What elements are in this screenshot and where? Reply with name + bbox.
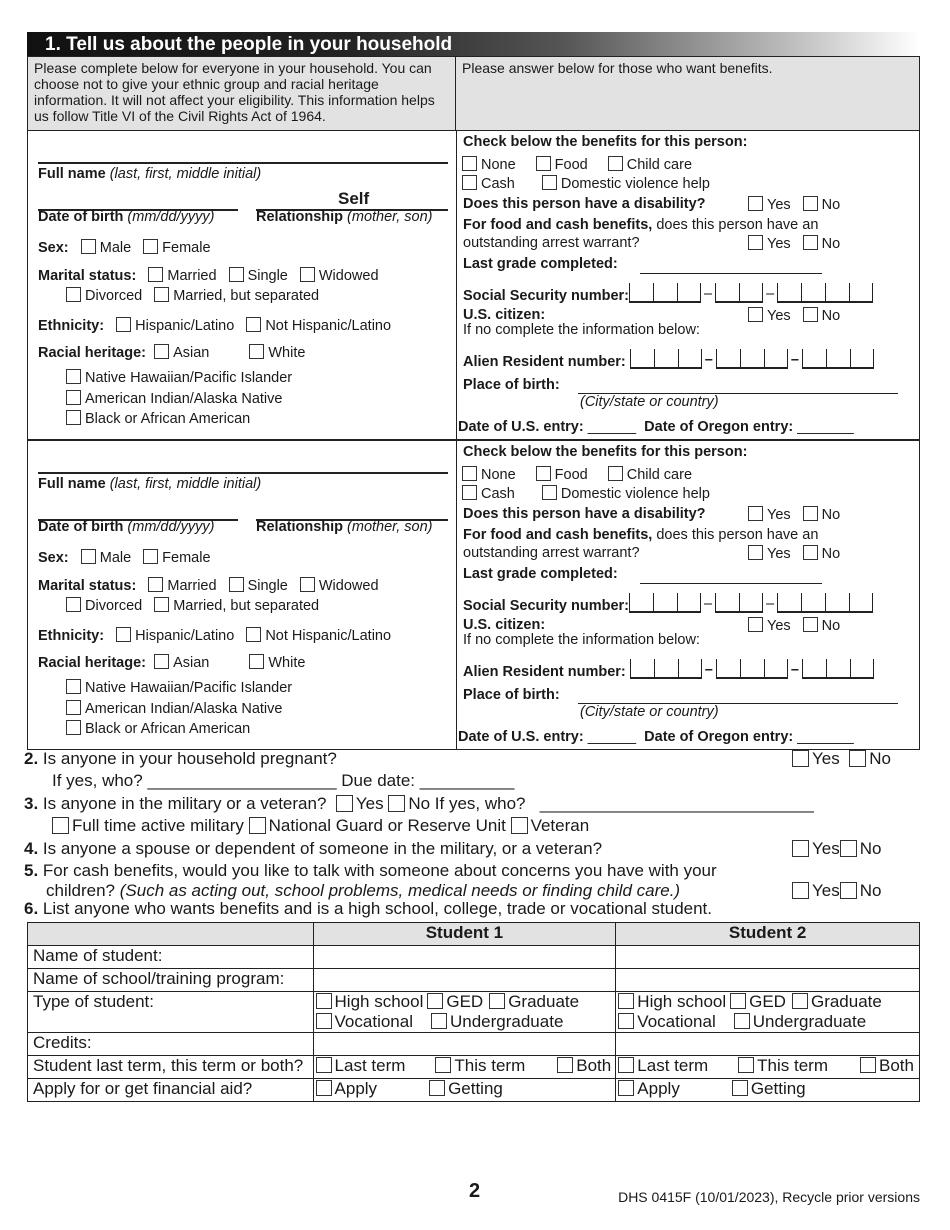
- q3-text: Is anyone in the military or a veteran?: [42, 794, 327, 813]
- us-entry-label: Date of U.S. entry:: [458, 419, 584, 435]
- row-label-school: Name of school/training program:: [28, 969, 314, 992]
- disability-yes-label: Yes: [767, 197, 791, 213]
- student-2-term-cell: [616, 1056, 920, 1079]
- intro-left: Please complete below for everyone in your household. You can choose not to give your ethnic group and racial heritage information. It will not affect your eligibility. This information helps us follow Title VI of the Civil Rights Act of 1964.: [27, 56, 456, 131]
- white-label: White: [268, 345, 306, 361]
- married-checkbox[interactable]: [148, 577, 163, 592]
- warrant-yes-checkbox[interactable]: [748, 545, 763, 560]
- asian-label: Asian: [173, 345, 210, 361]
- child-care-label: Child care: [626, 157, 693, 173]
- s1-both-label: Both: [576, 1056, 612, 1075]
- alien-label: Alien Resident number:: [463, 354, 626, 370]
- widowed-label: Widowed: [318, 578, 379, 594]
- disability-yes-checkbox[interactable]: [748, 506, 763, 521]
- relationship-hint: (mother, son): [347, 519, 433, 535]
- dob-label: Date of birth: [38, 519, 124, 535]
- warrant-label: does this person have an: [656, 217, 819, 233]
- question-number: 5.: [24, 861, 39, 880]
- s1-last-term-label: Last term: [334, 1056, 406, 1075]
- birthplace-hint: (City/state or country): [580, 704, 719, 720]
- s1-ged-checkbox[interactable]: [427, 993, 443, 1009]
- s1-high-school-label: High school: [334, 992, 424, 1011]
- if-no-label: If no complete the information below:: [463, 632, 700, 648]
- s1-undergraduate-checkbox[interactable]: [431, 1013, 447, 1029]
- cash-label: Cash: [481, 486, 515, 502]
- disability-no-label: No: [821, 507, 841, 523]
- widowed-checkbox[interactable]: [300, 577, 315, 592]
- marital-label: Marital status:: [38, 578, 137, 594]
- not-hispanic-checkbox[interactable]: [246, 627, 261, 642]
- q3-yes-checkbox[interactable]: [336, 795, 353, 812]
- citizen-no-label: No: [821, 308, 841, 324]
- s1-this-term-label: This term: [454, 1056, 526, 1075]
- person-block-2: Full name (last, first, middle initial) Date of birth (mm/dd/yyyy) Relationship (mother, son) Sex: Male Female Marital status: Married Single Widowed Divorced Married, but separated Ethnicity: Hispanic/Latino Not Hispanic/Latino Racial heritage: Asian White Native Hawaiian/Pacific Islander American Indian/Alaska Native Black or African American Check below the benefits for this person: None Food Child care Cash Domestic violence help Does this person have a disability? Yes No For food and cash benefits, does this person have an outstanding arrest warrant? Yes No Last grade completed: Social Security number: – – U.S. citizen: Yes No If no complete the information below: Alien Resident number: – – Place of birth: (City/state or country) Date of U.S. entry: ______ Date of Oregon entry: _______: [27, 440, 920, 750]
- student-1-credits-cell[interactable]: [313, 1033, 616, 1056]
- not-hispanic-checkbox[interactable]: [246, 317, 261, 332]
- single-label: Single: [247, 578, 288, 594]
- relationship-label: Relationship: [256, 519, 344, 535]
- single-label: Single: [247, 268, 288, 284]
- alien-part-1[interactable]: [630, 659, 702, 679]
- ssn-part-2[interactable]: [715, 283, 763, 303]
- student-1-aid-cell: [313, 1079, 616, 1102]
- s1-high-school-checkbox[interactable]: [316, 993, 332, 1009]
- s2-undergraduate-checkbox[interactable]: [734, 1013, 750, 1029]
- asian-checkbox[interactable]: [154, 654, 169, 669]
- divorced-checkbox[interactable]: [66, 287, 81, 302]
- s2-this-term-label: This term: [757, 1056, 828, 1075]
- if-no-label: If no complete the information below:: [463, 322, 700, 338]
- q4-no-label: No: [859, 839, 882, 858]
- s2-high-school-label: High school: [637, 992, 727, 1011]
- q2-yes-label: Yes: [812, 749, 840, 768]
- citizen-no-checkbox[interactable]: [803, 617, 818, 632]
- alien-part-1[interactable]: [630, 349, 702, 369]
- disability-no-label: No: [821, 197, 841, 213]
- q3-active-label: Full time active military: [72, 816, 244, 835]
- q4-yes-label: Yes: [812, 839, 840, 858]
- separated-checkbox[interactable]: [154, 287, 169, 302]
- question-number: 4.: [24, 839, 39, 858]
- disability-label: Does this person have a disability?: [463, 196, 706, 212]
- disability-yes-label: Yes: [767, 507, 791, 523]
- female-checkbox[interactable]: [143, 239, 158, 254]
- s1-ged-label: GED: [446, 992, 484, 1011]
- full-name-label: Full name: [38, 476, 106, 492]
- divorced-checkbox[interactable]: [66, 597, 81, 612]
- male-label: Male: [99, 550, 132, 566]
- q2-yes-checkbox[interactable]: [792, 750, 809, 767]
- student-2-aid-cell: [616, 1079, 920, 1102]
- s2-undergraduate-label: Undergraduate: [752, 1012, 867, 1031]
- food-label: Food: [554, 157, 588, 173]
- male-checkbox[interactable]: [81, 239, 96, 254]
- female-label: Female: [162, 550, 211, 566]
- s2-vocational-label: Vocational: [637, 1012, 716, 1031]
- dv-help-label: Domestic violence help: [560, 176, 710, 192]
- row-label-credits: Credits:: [28, 1033, 314, 1056]
- us-entry-label: Date of U.S. entry:: [458, 729, 584, 745]
- form-code: DHS 0415F (10/01/2023), Recycle prior versions: [618, 1189, 920, 1205]
- s2-both-checkbox[interactable]: [860, 1057, 876, 1073]
- warrant-no-checkbox[interactable]: [803, 235, 818, 250]
- hispanic-label: Hispanic/Latino: [135, 318, 235, 334]
- oregon-entry-field[interactable]: _______: [797, 419, 854, 435]
- student-1-name-cell[interactable]: [313, 946, 616, 969]
- table-row-credits: [28, 1033, 920, 1056]
- child-care-checkbox[interactable]: [608, 156, 623, 171]
- s1-vocational-checkbox[interactable]: [316, 1013, 332, 1029]
- section-1-header: 1. Tell us about the people in your household: [27, 32, 920, 56]
- aian-label: American Indian/Alaska Native: [85, 391, 283, 407]
- s2-last-term-checkbox[interactable]: [618, 1057, 634, 1073]
- citizen-yes-checkbox[interactable]: [748, 617, 763, 632]
- black-label: Black or African American: [85, 411, 251, 427]
- alien-part-3[interactable]: [802, 659, 874, 679]
- table-row-aid: [28, 1079, 920, 1102]
- cash-checkbox[interactable]: [462, 485, 477, 500]
- racial-label: Racial heritage:: [38, 345, 146, 361]
- s1-graduate-label: Graduate: [508, 992, 580, 1011]
- married-label: Married: [167, 578, 217, 594]
- row-label-aid: Apply for or get financial aid?: [28, 1079, 314, 1102]
- citizen-yes-checkbox[interactable]: [748, 307, 763, 322]
- student-1-type-cell: [313, 992, 616, 1033]
- not-hispanic-label: Not Hispanic/Latino: [265, 318, 392, 334]
- separated-label: Married, but separated: [173, 598, 320, 614]
- disability-no-checkbox[interactable]: [803, 196, 818, 211]
- ssn-part-3[interactable]: [777, 593, 873, 613]
- ssn-part-2[interactable]: [715, 593, 763, 613]
- female-checkbox[interactable]: [143, 549, 158, 564]
- ssn-part-1[interactable]: [629, 593, 701, 613]
- relationship-hint: (mother, son): [347, 209, 433, 225]
- s1-getting-label: Getting: [448, 1079, 503, 1098]
- us-entry-field[interactable]: ______: [587, 419, 637, 435]
- single-checkbox[interactable]: [229, 267, 244, 282]
- full-name-field[interactable]: [38, 162, 448, 164]
- s2-getting-label: Getting: [750, 1079, 806, 1098]
- cash-label: Cash: [481, 176, 515, 192]
- table-row-type: [28, 992, 920, 1033]
- last-grade-field[interactable]: [640, 583, 822, 584]
- s1-this-term-checkbox[interactable]: [435, 1057, 451, 1073]
- header-blank: [28, 923, 314, 946]
- divorced-label: Divorced: [85, 288, 143, 304]
- q5-text: For cash benefits, would you like to talk with someone about concerns you have with your: [42, 861, 717, 880]
- s1-both-checkbox[interactable]: [557, 1057, 573, 1073]
- separated-checkbox[interactable]: [154, 597, 169, 612]
- s1-vocational-label: Vocational: [334, 1012, 413, 1031]
- question-number: 2.: [24, 749, 39, 768]
- last-grade-field[interactable]: [640, 273, 822, 274]
- birthplace-label: Place of birth:: [463, 377, 560, 393]
- full-name-hint: (last, first, middle initial): [109, 476, 262, 492]
- q5-yes-label: Yes: [812, 881, 840, 900]
- q4-no-checkbox[interactable]: [840, 840, 857, 857]
- alien-part-3[interactable]: [802, 349, 874, 369]
- s1-getting-checkbox[interactable]: [429, 1080, 445, 1096]
- black-checkbox[interactable]: [66, 720, 81, 735]
- s2-graduate-checkbox[interactable]: [792, 993, 808, 1009]
- s2-both-label: Both: [879, 1056, 914, 1075]
- separated-label: Married, but separated: [173, 288, 320, 304]
- q2-text: Is anyone in your household pregnant?: [42, 749, 337, 768]
- student-2-credits-cell[interactable]: [616, 1033, 920, 1056]
- full-name-label: Full name: [38, 166, 106, 182]
- sex-label: Sex:: [38, 240, 69, 256]
- warrant-no-label: No: [821, 236, 841, 252]
- nhpi-label: Native Hawaiian/Pacific Islander: [85, 370, 293, 386]
- header-student-2: Student 2: [616, 923, 920, 946]
- sex-label: Sex:: [38, 550, 69, 566]
- q5-no-checkbox[interactable]: [840, 882, 857, 899]
- married-checkbox[interactable]: [148, 267, 163, 282]
- s1-last-term-checkbox[interactable]: [316, 1057, 332, 1073]
- alien-label: Alien Resident number:: [463, 664, 626, 680]
- marital-label: Marital status:: [38, 268, 137, 284]
- birthplace-label: Place of birth:: [463, 687, 560, 703]
- q3-veteran-checkbox[interactable]: [511, 817, 528, 834]
- student-2-type-cell: [616, 992, 920, 1033]
- s2-ged-label: GED: [749, 992, 786, 1011]
- married-label: Married: [167, 268, 217, 284]
- s2-vocational-checkbox[interactable]: [618, 1013, 634, 1029]
- q3-guard-label: National Guard or Reserve Unit: [268, 816, 506, 835]
- q4-text: Is anyone a spouse or dependent of someone in the military, or a veteran?: [42, 839, 603, 858]
- q2-no-label: No: [869, 749, 891, 768]
- s1-undergraduate-label: Undergraduate: [449, 1012, 564, 1031]
- warrant-label: does this person have an: [656, 527, 819, 543]
- q3-veteran-label: Veteran: [530, 816, 590, 835]
- white-checkbox[interactable]: [249, 344, 264, 359]
- row-label-name: Name of student:: [28, 946, 314, 969]
- q3-no-label: No: [408, 794, 431, 813]
- q2-who-field[interactable]: ____________________: [147, 771, 337, 790]
- hispanic-checkbox[interactable]: [116, 627, 131, 642]
- q4-yes-checkbox[interactable]: [792, 840, 809, 857]
- s2-apply-label: Apply: [637, 1079, 680, 1098]
- dob-hint: (mm/dd/yyyy): [127, 209, 215, 225]
- white-label: White: [268, 655, 306, 671]
- food-label: Food: [554, 467, 588, 483]
- food-checkbox[interactable]: [536, 156, 551, 171]
- ethnicity-label: Ethnicity:: [38, 628, 105, 644]
- disability-yes-checkbox[interactable]: [748, 196, 763, 211]
- q6-text: List anyone who wants benefits and is a high school, college, trade or vocational student.: [42, 899, 713, 918]
- none-checkbox[interactable]: [462, 466, 477, 481]
- q2-due-label: Due date:: [341, 771, 416, 790]
- racial-label: Racial heritage:: [38, 655, 146, 671]
- oregon-entry-field[interactable]: _______: [797, 729, 854, 745]
- none-checkbox[interactable]: [462, 156, 477, 171]
- nhpi-checkbox[interactable]: [66, 369, 81, 384]
- q3-who-label: If yes, who?: [434, 794, 526, 813]
- citizen-yes-label: Yes: [767, 618, 791, 634]
- last-grade-label: Last grade completed:: [463, 256, 618, 272]
- black-label: Black or African American: [85, 721, 251, 737]
- student-table: [27, 922, 920, 1102]
- warrant-label-bold: For food and cash benefits,: [463, 217, 653, 233]
- q2-who-label: If yes, who?: [52, 771, 143, 790]
- aian-checkbox[interactable]: [66, 390, 81, 405]
- full-name-field[interactable]: [38, 472, 448, 474]
- warrant-yes-label: Yes: [767, 236, 791, 252]
- q3-guard-checkbox[interactable]: [249, 817, 266, 834]
- s1-apply-checkbox[interactable]: [316, 1080, 332, 1096]
- header-student-1: Student 1: [313, 923, 616, 946]
- s2-graduate-label: Graduate: [810, 992, 882, 1011]
- aian-checkbox[interactable]: [66, 700, 81, 715]
- warrant-no-checkbox[interactable]: [803, 545, 818, 560]
- table-row-name: [28, 946, 920, 969]
- person-block-1: Full name (last, first, middle initial) Self Date of birth (mm/dd/yyyy) Relationship (mother, son) Sex: Male Female Marital status: Married Single Widowed Divorced Married, but separated Ethnicity: Hispanic/Latino Not Hispanic/Latino Racial heritage: Asian White Native Hawaiian/Pacific Islander American Indian/Alaska Native Black or African American Check below the benefits for this person: None Food Child care Cash Domestic violence help Does this person have a disability? Yes No For food and cash benefits, does this person have an outstanding arrest warrant? Yes No Last grade completed: Social Security number: – – U.S. citizen: Yes No If no complete the information below: Alien Resident number: – – Place of birth: (City/state or country) Date of U.S. entry: ______ Date of Oregon entry: _______: [27, 130, 920, 440]
- black-checkbox[interactable]: [66, 410, 81, 425]
- row-label-type: Type of student:: [28, 992, 314, 1033]
- disability-no-checkbox[interactable]: [803, 506, 818, 521]
- ssn-label: Social Security number:: [463, 598, 629, 614]
- question-number: 3.: [24, 794, 39, 813]
- ethnicity-label: Ethnicity:: [38, 318, 105, 334]
- q3-yes-label: Yes: [355, 794, 384, 813]
- warrant-no-label: No: [821, 546, 841, 562]
- q3-active-checkbox[interactable]: [52, 817, 69, 834]
- warrant-label-2: outstanding arrest warrant?: [463, 235, 640, 251]
- question-number: 6.: [24, 899, 39, 918]
- citizen-yes-label: Yes: [767, 308, 791, 324]
- student-2-name-cell[interactable]: [616, 946, 920, 969]
- asian-checkbox[interactable]: [154, 344, 169, 359]
- child-care-label: Child care: [626, 467, 693, 483]
- widowed-label: Widowed: [318, 268, 379, 284]
- dob-label: Date of birth: [38, 209, 124, 225]
- student-2-school-cell[interactable]: [616, 969, 920, 992]
- not-hispanic-label: Not Hispanic/Latino: [265, 628, 392, 644]
- warrant-label-2: outstanding arrest warrant?: [463, 545, 640, 561]
- food-checkbox[interactable]: [536, 466, 551, 481]
- table-row-term: [28, 1056, 920, 1079]
- q5-text-2: children?: [46, 881, 115, 900]
- dv-help-checkbox[interactable]: [542, 175, 557, 190]
- nhpi-label: Native Hawaiian/Pacific Islander: [85, 680, 293, 696]
- s1-graduate-checkbox[interactable]: [489, 993, 505, 1009]
- cash-checkbox[interactable]: [462, 175, 477, 190]
- none-label: None: [481, 157, 516, 173]
- s2-apply-checkbox[interactable]: [618, 1080, 634, 1096]
- q2-no-checkbox[interactable]: [849, 750, 866, 767]
- dv-help-label: Domestic violence help: [560, 486, 710, 502]
- nhpi-checkbox[interactable]: [66, 679, 81, 694]
- s1-apply-label: Apply: [334, 1079, 378, 1098]
- widowed-checkbox[interactable]: [300, 267, 315, 282]
- s2-last-term-label: Last term: [637, 1056, 709, 1075]
- hispanic-checkbox[interactable]: [116, 317, 131, 332]
- warrant-yes-label: Yes: [767, 546, 791, 562]
- table-header-row: [28, 923, 920, 946]
- divorced-label: Divorced: [85, 598, 143, 614]
- white-checkbox[interactable]: [249, 654, 264, 669]
- dv-help-checkbox[interactable]: [542, 485, 557, 500]
- oregon-entry-label: Date of Oregon entry:: [644, 419, 794, 435]
- relationship-label: Relationship: [256, 209, 344, 225]
- ssn-part-1[interactable]: [629, 283, 701, 303]
- alien-part-2[interactable]: [716, 659, 788, 679]
- check-benefits-label: Check below the benefits for this person:: [463, 134, 748, 150]
- q3-no-checkbox[interactable]: [388, 795, 405, 812]
- s2-high-school-checkbox[interactable]: [618, 993, 634, 1009]
- q5-no-label: No: [859, 881, 882, 900]
- page-number: 2: [469, 1180, 481, 1202]
- warrant-label-bold: For food and cash benefits,: [463, 527, 653, 543]
- q5-hint: (Such as acting out, school problems, medical needs or finding child care.): [119, 881, 681, 900]
- q5-yes-checkbox[interactable]: [792, 882, 809, 899]
- citizen-label: U.S. citizen:: [463, 307, 546, 323]
- citizen-no-label: No: [821, 618, 841, 634]
- full-name-hint: (last, first, middle initial): [109, 166, 262, 182]
- citizen-label: U.S. citizen:: [463, 617, 546, 633]
- female-label: Female: [162, 240, 211, 256]
- s2-ged-checkbox[interactable]: [730, 993, 746, 1009]
- hispanic-label: Hispanic/Latino: [135, 628, 235, 644]
- ssn-part-3[interactable]: [777, 283, 873, 303]
- table-row-school: [28, 969, 920, 992]
- q2-due-field[interactable]: __________: [419, 771, 515, 790]
- citizen-no-checkbox[interactable]: [803, 307, 818, 322]
- relationship-value: Self: [338, 189, 370, 208]
- aian-label: American Indian/Alaska Native: [85, 701, 283, 717]
- male-checkbox[interactable]: [81, 549, 96, 564]
- student-1-school-cell[interactable]: [313, 969, 616, 992]
- s2-this-term-checkbox[interactable]: [738, 1057, 754, 1073]
- student-1-term-cell: [313, 1056, 616, 1079]
- check-benefits-label: Check below the benefits for this person:: [463, 444, 748, 460]
- alien-part-2[interactable]: [716, 349, 788, 369]
- dob-hint: (mm/dd/yyyy): [127, 519, 215, 535]
- disability-label: Does this person have a disability?: [463, 506, 706, 522]
- oregon-entry-label: Date of Oregon entry:: [644, 729, 794, 745]
- single-checkbox[interactable]: [229, 577, 244, 592]
- male-label: Male: [99, 240, 132, 256]
- last-grade-label: Last grade completed:: [463, 566, 618, 582]
- s2-getting-checkbox[interactable]: [732, 1080, 748, 1096]
- asian-label: Asian: [173, 655, 210, 671]
- none-label: None: [481, 467, 516, 483]
- us-entry-field[interactable]: ______: [587, 729, 637, 745]
- warrant-yes-checkbox[interactable]: [748, 235, 763, 250]
- ssn-label: Social Security number:: [463, 288, 629, 304]
- child-care-checkbox[interactable]: [608, 466, 623, 481]
- birthplace-hint: (City/state or country): [580, 394, 719, 410]
- row-label-term: Student last term, this term or both?: [28, 1056, 314, 1079]
- q3-who-field[interactable]: _____________________________: [539, 794, 814, 813]
- intro-right: Please answer below for those who want benefits.: [455, 56, 920, 131]
